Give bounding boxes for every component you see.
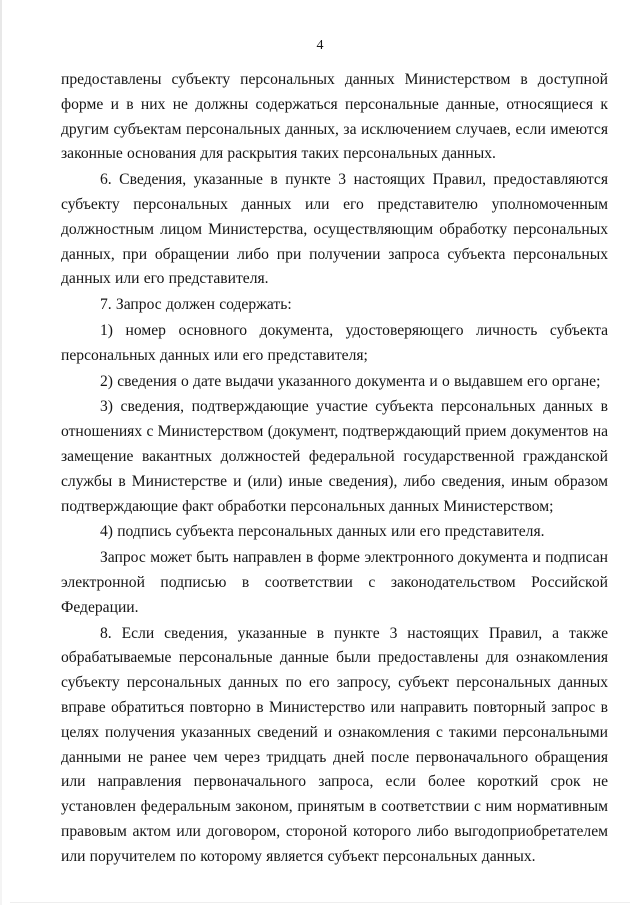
paragraph-item-6: 6. Сведения, указанные в пункте 3 настоящих Правил, предоставляются субъекту персональных данных или его представителю уполномоченным должностным лицом Министерства, осуществляющим обработку персональных данных, при обращении либо при получении запроса субъекта персональных данных или его представителя. bbox=[61, 171, 608, 288]
scan-bottom-edge bbox=[10, 902, 630, 903]
document-body bbox=[61, 68, 608, 870]
paragraph-subitem-2: 2) сведения о дате выдачи указанного документа и о выдавшем его органе; bbox=[100, 372, 601, 390]
paragraph-electronic-request: Запрос может быть направлен в форме электронного документа и подписан электронной подписью в соответствии с законодательством Российской Федерации. bbox=[61, 549, 608, 616]
paragraph-subitem-1: 1) номер основного документа, удостоверяющего личность субъекта персональных данных или его представителя; bbox=[61, 321, 608, 364]
paragraph-item-7: 7. Запрос должен содержать: bbox=[100, 296, 292, 314]
paragraph-continuation: предоставлены субъекту персональных данных Министерством в доступной форме и в них не должны содержаться персональные данные, относящиеся к другим субъектам персональных данных, за исключением случаев, если имеются законные основания для раскрытия таких персональных данных. bbox=[61, 71, 608, 163]
page-number: 4 bbox=[316, 38, 324, 53]
scan-edge-shadow bbox=[0, 0, 2, 905]
paragraph-subitem-3: 3) сведения, подтверждающие участие субъекта персональных данных в отношениях с Министерством (документ, подтверждающий прием документов на замещение вакантных должностей федеральной государственной гражданской службы в Министерстве и (или) иные сведения), либо сведения, иным образом подтверждающие факт обработки персональных данных Министерством; bbox=[61, 398, 608, 515]
paragraph-item-8: 8. Если сведения, указанные в пункте 3 настоящих Правил, а также обрабатываемые персональные данные были предоставлены для ознакомления субъекту персональных данных по его запросу, субъект персональных данных вправе обратиться повторно в Министерство или направить повторный запрос в целях получения указанных сведений и ознакомления с такими персональными данными не ранее чем через тридцать дней после первоначального обращения или направления первоначального запроса, если более короткий срок не установлен федеральным законом, принятым в соответствии с ним нормативным правовым актом или договором, стороной которого либо выгодоприобретателем или поручителем по которому является субъект персональных данных. bbox=[61, 624, 608, 865]
paragraph-subitem-4: 4) подпись субъекта персональных данных или его представителя. bbox=[100, 523, 545, 541]
